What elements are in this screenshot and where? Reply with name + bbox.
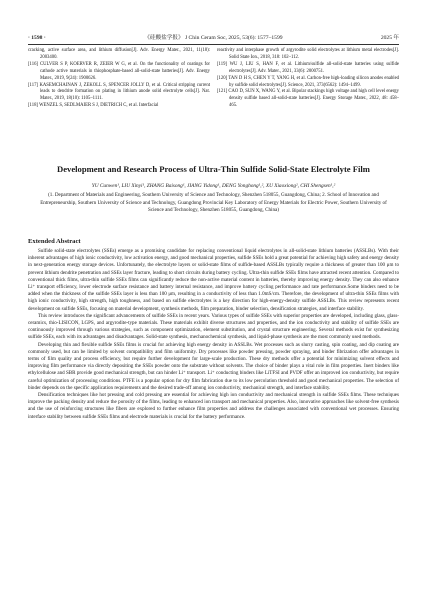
- reference-entry: [118] WENZEL S, SEDLMAIER S J, DIETRICH C, et al. Interfacial: [28, 103, 159, 109]
- header-year: 2025 年: [380, 35, 399, 41]
- reference-entry: [117] KASEMCHAINAN J, ZEKOLL S, SPENCER JOLLY D, et al. Critical stripping current leads to dendrite formation on plating in lithium anode solid electrolyte cells[J]. Nat. Mater., 2019, 18(10): 1105–1111.: [28, 82, 210, 102]
- running-header: [28, 33, 399, 43]
- affiliations: (1. Department of Materials and Engineering, Southern University of Science and Technology, Shenzhen 518055, Guangdong, China; 2. School of Innovation and Entrepreneurship, Southern University of Science and Technology, Guangdong Provincial Key Laboratory of Energy Materials for Electric Power, Southern University of Science and Technology, Shenzhen 518055, Guangdong, China): [40, 192, 387, 214]
- reference-entry: [121] CAO D, SUN X, WANG Y, et al. Bipolar stackings high voltage and high cell level energy density sulfide based all-solid-state batteries[J]. Energy Storage Mater., 2022, 48: 458–465.: [217, 89, 399, 109]
- reference-entry: reactivity and interphase growth of argyrodite solid electrolytes at lithium metal electrodes[J]. Solid State Ion., 2018, 318: 102–112.: [217, 48, 399, 60]
- reference-entry: [120] TAN D H S, CHEN Y T, YANG H, et al. Carbon-free high-loading silicon anodes enabled by sulfide solid electrolytes[J]. Science, 2021, 373(6562): 1494–1499.: [217, 75, 399, 88]
- abstract-body: [28, 248, 399, 421]
- references-column-left: [28, 48, 210, 110]
- article-title: Development and Research Process of Ultra-Thin Sulfide Solid-State Electrolyte Film: [57, 164, 370, 174]
- reference-entry: cracking, active surface area, and lithium diffusion[J]. Adv. Energy Mater., 2021, 11(18): 2003400.: [28, 48, 210, 60]
- reference-entry: [119] WU J, LIU S, HAN F, et al. Lithium/sulfide all-solid-state batteries using sulfide electrolytes[J]. Adv. Mater., 2021, 33(6): 2000751.: [217, 61, 399, 74]
- abstract-paragraph: Sulfide solid-state electrolytes (SSEs) emerge as a promising candidate for replacing conventional liquid electrolytes in all-solid-state lithium batteries (ASSLBs). With their inherent advantages of high ionic conductivity, low activation energy, and good mechanical properties, sulfide SSEs hold a great potential for achieving high safety and energy density in next-generation energy storage devices. Unfortunately, the electrolyte layers or solid-state films of sulfide-based ASSLBs typically require a thickness of greater than 100 μm to prevent lithium dendrite penetration and SSEs layer fracture, leading to short circuits during battery cycling. Ultra-thin sulfide SSEs films have attracted recent attention. Compared to conventional thick films, ultra-thin sulfide SSEs films can significantly reduce the non-active material content in batteries, thereby improving energy density. They can also enhance Li⁺ transport efficiency, lower electrode surface resistance and battery internal resistance, and improve battery cycling performance and rate performance.Some binders need to be added when the thickness of the sulfide SSEs layer is less than 100 μm, resulting in a conductivity of less than 1.0mS/cm. Therefore, the development of ultra-thin SSEs films with high ionic conductivity, high strength, high toughness, and based on sulfide electrolytes is a key direction for high-energy-density sulfide ASSLBs. This review represents recent development on sulfide SSEs, focusing on material development, synthesis methods, film preparation, binder selection, densification strategies, and interface stability.: [28, 248, 399, 312]
- page-number: · 1598 ·: [28, 35, 46, 41]
- references-column-right: [217, 48, 399, 110]
- abstract-heading: Extended Abstract: [28, 238, 81, 245]
- header-rule: [28, 44, 399, 45]
- journal-citation: 《硅酸盐学报》 J Chin Ceram Soc, 2025, 53(6): 1577–1599: [144, 35, 283, 41]
- reference-entry: [116] CULVER S P, KOERVER R, ZEIER W G, et al. On the functionality of coatings for cathode active materials in thiophosphate-based all-solid-state batteries[J]. Adv. Energy Mater., 2019, 9(24): 1900626.: [28, 61, 210, 81]
- author-list: YU Cunwen¹, LIU Xinyi¹, ZHANG Baisong¹, JIANG Yidong¹, DENG Yonghong¹,², XU Xiaoxiong², CHI Shengsen¹,²: [91, 183, 336, 189]
- abstract-paragraph: Densification techniques like hot pressing and cold pressing are essential for achieving high ion conductivity and mechanical strength in sulfide SSEs films. These techniques improve the packing density and reduce the porosity of the films, leading to enhanced ion transport and mechanical properties. Also, innovative approaches like solvent-free synthesis and the use of reinforcing structures like fibers are explored to further enhance film properties and address the challenges associated with conventional wet processes. Ensuring interface stability between sulfide SSEs films and electrode materials is crucial for the battery performance.: [28, 392, 399, 420]
- abstract-paragraph: This review introduces the significant advancements of sulfide SSEs in recent years. Various types of sulfide SSEs with superior properties are developed, including glass, glass-ceramics, thio-LISICON, LGPS, and argyrodite-type materials. These materials exhibit diverse structures and properties, and the ion conductivity and stability of sulfide SSEs are continuously improved through various strategies, such as component optimization, element substitution, and crystal structure engineering. Several methods exist for synthesizing sulfide SSEs, each with its advantages and disadvantages. Solid-state synthesis, mechanochemical synthesis, and liquid-phase synthesis are the most commonly used methods.: [28, 312, 399, 341]
- abstract-paragraph: Developing thin and flexible sulfide SSEs films is crucial for achieving high energy density in ASSLBs. Wet processes such as slurry casting, spin coating, and dip coating are commonly used, but can be limited by solvent compatibility and film uniformity. Dry processes like powder pressing, powder spraying, and binder fibrization offer advantages in terms of film quality and process efficiency, but require further development for large-scale production. These dry methods offer a potential for minimizing solvent effects and improving film performance via directly depositing the SSEs powder onto the substrate without solvents. The choice of binder plays a vital role in film properties. Inert binders like ethylcellulose and SBR provide good mechanical strength, but can hinder Li⁺ transport. Li⁺ conducting binders like LiTFSI and PVDF offer an improved ion conductivity, but require careful optimization of processing conditions. PTFE is a popular option for dry film fabrication due to its low percolation threshold and good mechanical properties. The selection of binder depends on the specific application requirements and the desired trade-off among ion conductivity, mechanical strength, and interface stability.: [28, 341, 399, 391]
